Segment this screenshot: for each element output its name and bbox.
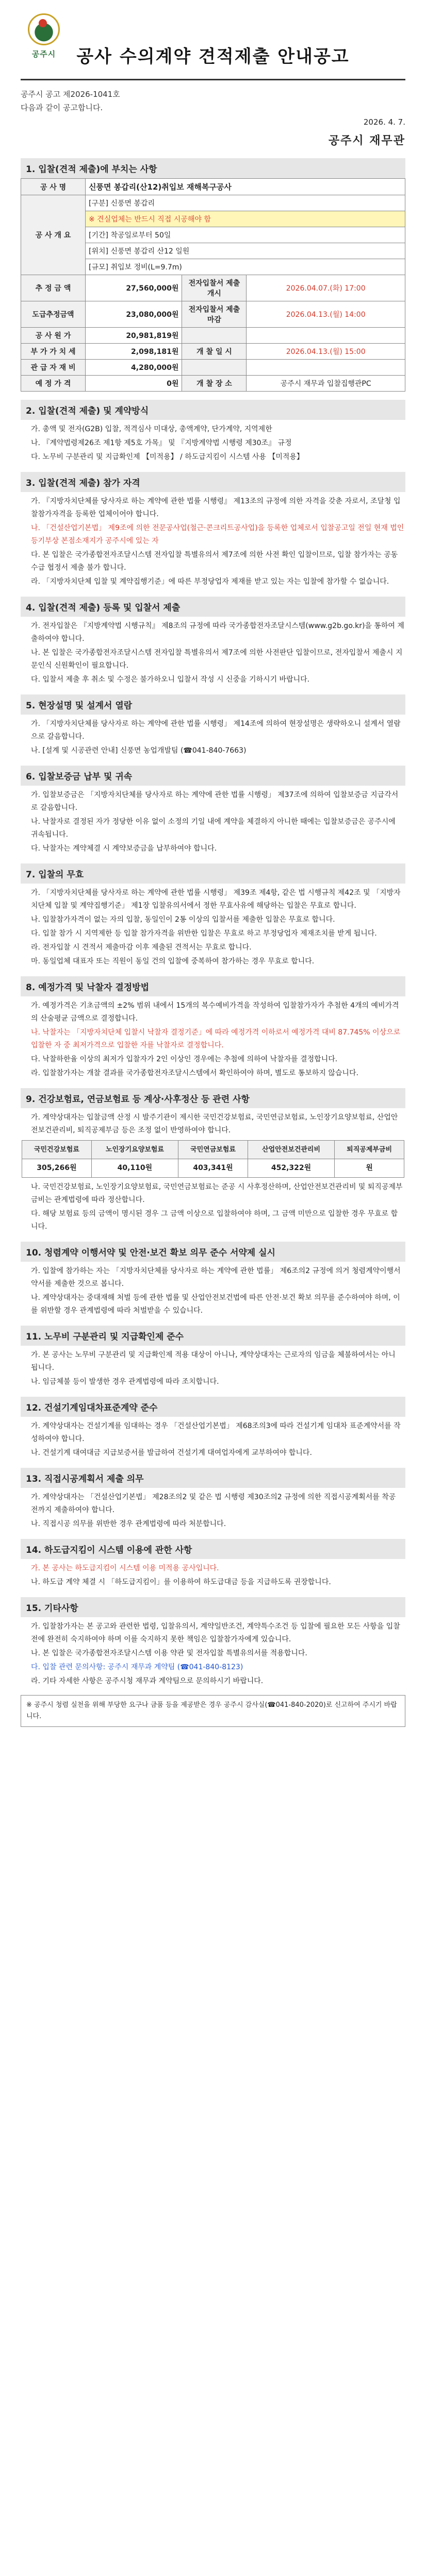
city-emblem-icon [28,13,60,45]
section-body: 가. 「지방자치단체를 당사자로 하는 계약에 관한 법률 시행령」 제14조에 의하여 현장설명은 생략하오니 설계서 열람으로 갈음합니다. 나. [설계 및 시공관련 안내] 신풍면 농업개발팀 (☎041-840-7663) [31,720,401,755]
table-cell: [위치] 신풍면 봉갑리 산12 일원 [86,243,405,259]
section-body: 가. 총액 및 전자(G2B) 입찰, 적격심사 미대상, 총액계약, 단가계약, 지역제한 나. 『계약법령제26조 제1항 제5호 가목』 및 『지방계약법 시행령 제30조』 규정 다. 노무비 구분관리 및 지급확인제 【미적용】 / 하도급지킴이 시스템 사용 【미적용】 [31,425,304,461]
section-body: 가. 본 공사는 하도급지킴이 시스템 이용 미적용 공사입니다. 나. 하도급 계약 체결 시 「하도급지킴이」를 이용하여 하도급대금 등을 지급하도록 권장합니다. [31,1564,331,1586]
section-heading: 5. 현장설명 및 설계서 열람 [21,694,405,715]
section-8 [21,976,405,1080]
section-6 [21,766,405,855]
table-label: 공 사 개 요 [21,195,86,275]
page-title: 공사 수의계약 견적제출 안내공고 [76,46,350,67]
section-7 [21,863,405,968]
section-body: 가. 예정가격은 기초금액의 ±2% 범위 내에서 15개의 복수예비가격을 작성하여 입찰참가자가 추첨한 4개의 예비가격의 산술평균 금액으로 결정합니다. 나. 낙찰자는 「지방자치단체 입찰시 낙찰자 결정기준」에 따라 예정가격 이하로서 예정가격 대비 87.745% 이상으로 입찰한 자 중 최저가격으로 입찰한 자를 낙찰자로 결정합니다. 다. 낙찰하한율 이상의 최저가 입찰자가 2인 이상인 경우에는 추첨에 의하여 낙찰자를 결정합니다. 라. 입찰참가자는 개찰 결과를 국가종합전자조달시스템에서 확인하여야 하며, 별도로 통보하지 않습니다. [31,1002,401,1077]
section-1 [21,158,405,392]
section-4 [21,597,405,686]
section-10 [21,1242,405,1317]
section-12 [21,1397,405,1460]
section-heading: 14. 하도급지킴이 시스템 이용에 관한 사항 [21,1539,405,1559]
title-divider [21,79,405,80]
section-2 [21,400,405,464]
notice-intro: 다음과 같이 공고합니다. [21,103,103,112]
notice-number: 공주시 공고 제2026-1041호 [21,90,120,99]
section-heading: 4. 입찰(견적 제출) 등록 및 입찰서 제출 [21,597,405,617]
section-body: 가. 본 공사는 노무비 구분관리 및 지급확인제 적용 대상이 아니나, 계약상대자는 근로자의 임금을 체불하여서는 아니 됩니다. 나. 임금체불 등이 발생한 경우 관계법령에 따라 조치합니다. [31,1351,396,1386]
project-name: 신풍면 봉갑리(산12)취입보 재해복구공사 [86,179,405,195]
cost-schedule-table: 추 정 금 액 27,560,000원 전자입찰서 제출 개시 2026.04.07.(화) 17:00 도급추정금액 23,080,000원 전자입찰서 제출 마감 2026.04.13.(월) 14:00 공 사 원 가 20,981,819원 부 가 가 치 세 2,098,181원 개 찰 일 시 2026.04.13.(월) 15:00 관 급 자 재 비 4,280,000원 예 정 가 격 0원 개 찰 장 소 공주시 재무과 입찰집행관PC [21,275,405,392]
section-heading: 1. 입찰(견적 제출)에 부치는 사항 [21,158,405,178]
section-heading: 2. 입찰(견적 제출) 및 계약방식 [21,400,405,420]
table-cell: [기간] 착공일로부터 50일 [86,227,405,243]
section-body: 가. 전자입찰은 『지방계약법 시행규칙』 제8조의 규정에 따라 국가종합전자조달시스템(www.g2b.go.kr)을 통하여 제출하여야 합니다. 나. 본 입찰은 국가종합전자조달시스템 전자입찰 특별유의서 제7조에 의한 사전판단 입찰이므로, 전자입찰서 제출시 지문인식 신원확인이 필요합니다. 다. 입찰서 제출 후 취소 및 수정은 불가하오니 입찰서 작성 시 신중을 기하시기 바랍니다. [31,622,404,684]
notice-date: 2026. 4. 7. [363,117,405,127]
section-body: 가. 계약상대자는 입찰금액 산정 시 발주기관이 제시한 국민건강보험료, 국민연금보험료, 노인장기요양보험료, 산업안전보건관리비, 퇴직공제부금 등은 조정 없이 반영하여야 합니다. 국민건강보험료 노인장기요양보험료 국민연금보험료 산업안전보건관리비 퇴직공제부금비 305,266원 40,110원 403,341원 452,322원 원 나. 국민건강보험료, 노인장기요양보험료, 국민연금보험료는 준공 시 사후정산하며, 산업안전보건관리비 및 퇴직공제부금비는 관계법령에 따라 정산합니다. 다. 해당 보험료 등의 금액이 명시된 경우 그 금액 이상으로 입찰하여야 하며, 그 금액 미만으로 입찰한 경우 무효로 합니다. [21,1108,405,1233]
section-heading: 13. 직접시공계획서 제출 의무 [21,1468,405,1488]
table-cell: [구분] 신풍면 봉갑리 [86,195,405,211]
section-heading: 3. 입찰(견적 제출) 참가 자격 [21,472,405,492]
section-heading: 7. 입찰의 무효 [21,863,405,884]
integrity-notice: ※ 공주시 청렴 실천을 위해 부당한 요구나 금품 등을 제공받은 경우 공주시 감사실(☎041-840-2020)로 신고하여 주시기 바랍니다. [21,1695,405,1727]
section-body: 가. 「지방자치단체를 당사자로 하는 계약에 관한 법률 시행령」 제39조 제4항, 같은 법 시행규칙 제42조 및 「지방자치단체 입찰 및 계약집행기준」 제1장 입찰유의서에서 정한 무효사유에 해당하는 입찰은 무효로 합니다. 나. 입찰참가자격이 없는 자의 입찰, 동일인이 2통 이상의 입찰서를 제출한 입찰은 무효로 합니다. 다. 입찰 참가 시 지역제한 등 입찰 참가자격을 위반한 입찰은 무효로 하고 부정당업자 제재조치를 받게 됩니다. 라. 전자입찰 시 견적서 제출마감 이후 제출된 견적서는 무효로 합니다. 마. 동일업체 대표자 또는 직원이 동일 건의 입찰에 중복하여 참가하는 경우 무효로 합니다. [31,889,401,965]
section-9 [21,1088,405,1233]
section-body: 가. 입찰에 참가하는 자는 「지방자치단체를 당사자로 하는 계약에 관한 법률」 제6조의2 규정에 의거 청렴계약이행서약서를 제출한 것으로 봅니다. 나. 계약상대자는 중대재해 처벌 등에 관한 법률 및 산업안전보건법에 따른 안전·보건 확보 의무를 준수하여야 하며, 이를 위반할 경우 관계법령에 따라 처벌받을 수 있습니다. [31,1267,401,1315]
section-heading: 9. 건강보험료, 연금보험료 등 계상·사후정산 등 관련 사항 [21,1088,405,1108]
section-body: 가. 계약상대자는 「건설산업기본법」 제28조의2 및 같은 법 시행령 제30조의2 규정에 의한 직접시공계획서를 착공 전까지 제출하여야 합니다. 나. 직접시공 의무를 위반한 경우 관계법령에 따라 처분합니다. [31,1493,396,1528]
city-logo [21,13,67,63]
logo-text: 공주시 [31,49,56,59]
section-body: 가. 계약상대자는 건설기계를 임대하는 경우 「건설산업기본법」 제68조의3에 따라 건설기계 임대차 표준계약서를 작성하여야 합니다. 나. 건설기계 대여대금 지급보증서를 발급하여 건설기계 대여업자에게 교부하여야 합니다. [31,1422,401,1457]
section-heading: 11. 노무비 구분관리 및 지급확인제 준수 [21,1326,405,1346]
section-3 [21,472,405,588]
section-body: 가. 입찰참가자는 본 공고와 관련한 법령, 입찰유의서, 계약일반조건, 계약특수조건 등 입찰에 필요한 모든 사항을 입찰 전에 완전히 숙지하여야 하며 이를 숙지하지 못한 책임은 입찰참가자에게 있습니다. 나. 본 입찰은 국가종합전자조달시스템 이용 약관 및 전자입찰 특별유의서를 적용합니다. 다. 입찰 관련 문의사항: 공주시 재무과 계약팀 (☎041-840-8123) 라. 기타 자세한 사항은 공주시청 재무과 계약팀으로 문의하시기 바랍니다. [31,1622,400,1685]
section-heading: 15. 기타사항 [21,1597,405,1617]
section-body: 가. 입찰보증금은 「지방자치단체를 당사자로 하는 계약에 관한 법률 시행령」 제37조에 의하여 입찰보증금 지급각서로 갈음합니다. 나. 낙찰자로 결정된 자가 정당한 이유 없이 소정의 기일 내에 계약을 체결하지 아니한 때에는 입찰보증금은 공주시에 귀속됩니다. 다. 낙찰자는 계약체결 시 계약보증금을 납부하여야 합니다. [31,791,399,853]
table-label: 공 사 명 [21,179,86,195]
table-cell: [규모] 취입보 정비(L=9.7m) [86,259,405,275]
section-heading: 12. 건설기계임대차표준계약 준수 [21,1397,405,1417]
section-heading: 10. 청렴계약 이행서약 및 안전·보건 확보 의무 준수 서약제 실시 [21,1242,405,1262]
section-15 [21,1597,405,1727]
highlight-note: ※ 견실업체는 반드시 직접 시공해야 함 [86,211,405,227]
notice-meta [21,88,405,114]
section-5 [21,694,405,757]
project-info-table [21,178,405,275]
section-11 [21,1326,405,1388]
insurance-table: 국민건강보험료 노인장기요양보험료 국민연금보험료 산업안전보건관리비 퇴직공제부금비 305,266원 40,110원 403,341원 452,322원 원 [22,1140,404,1178]
section-heading: 6. 입찰보증금 납부 및 귀속 [21,766,405,786]
section-body: 가. 『지방자치단체를 당사자로 하는 계약에 관한 법률 시행령』 제13조의 규정에 의한 자격을 갖춘 자로서, 조달청 입찰참가자격을 등록한 업체이어야 합니다. 나. 「건설산업기본법」 제9조에 의한 전문공사업(철근·콘크리트공사업)을 등록한 업체로서 입찰공고일 전일 현재 법인등기부상 본점소재지가 공주시에 있는 자 다. 본 입찰은 국가종합전자조달시스템 전자입찰 특별유의서 제7조에 의한 사전 확인 입찰이므로, 입찰 참가자는 공동수급 협정서 제출 불가 합니다. 라. 「지방자치단체 입찰 및 계약집행기준」에 따른 부정당업자 제재를 받고 있는 자는 입찰에 참가할 수 없습니다. [31,497,404,586]
issuer: 공주시 재무관 [328,134,405,147]
section-14 [21,1539,405,1589]
section-13 [21,1468,405,1531]
section-heading: 8. 예정가격 및 낙찰자 결정방법 [21,976,405,996]
